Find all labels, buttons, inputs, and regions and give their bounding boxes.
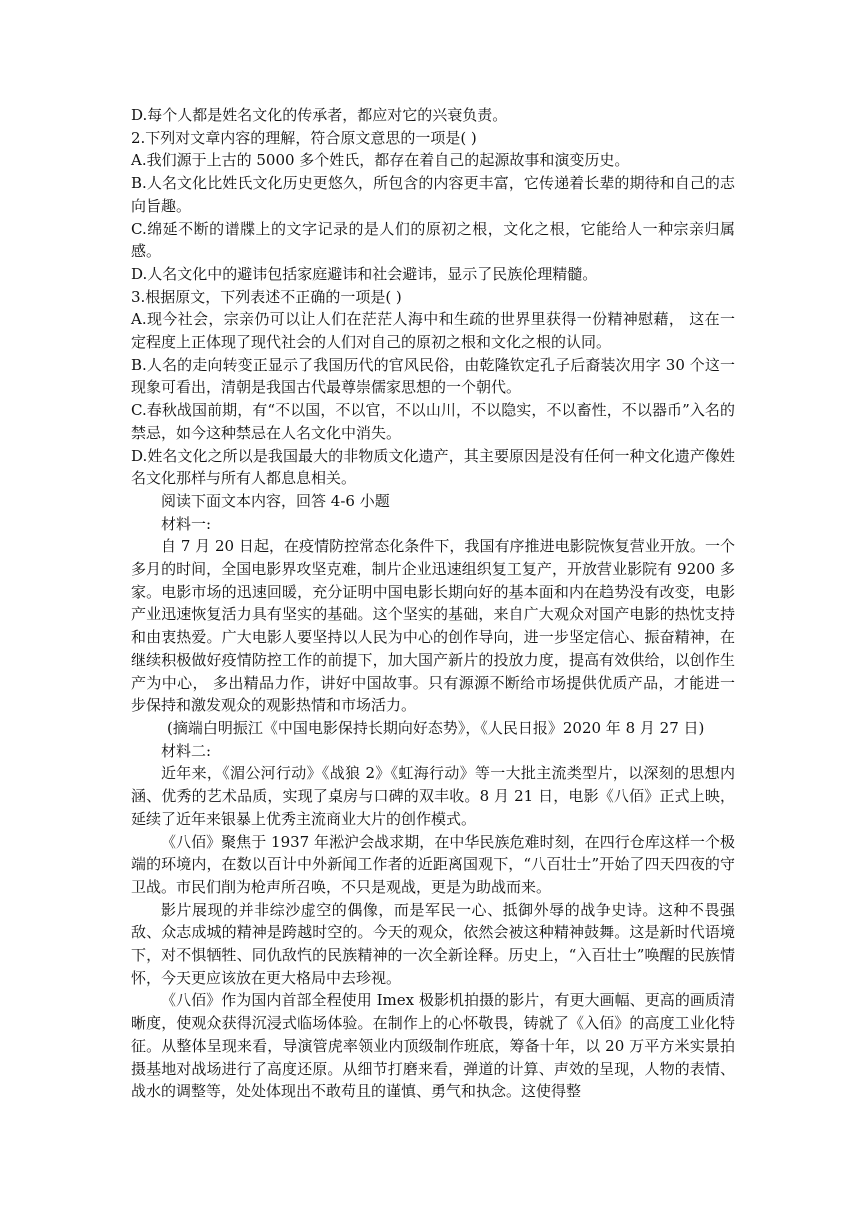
q3-option-c: C.春秋战国前期，有“不以国，不以官，不以山川，不以隐实，不以畜性，不以器币”入名的禁忌，如今这种禁忌在人名文化中消失。 — [131, 401, 735, 442]
reading-intro: 阅读下面文本内容，回答 4-6 小题 — [161, 491, 390, 510]
material2-paragraph-4: 《八佰》作为国内首部全程使用 Imex 极影机拍摄的影片，有更大画幅、更高的画质清晰度，使观众获得沉浸式临场体验。在制作上的心怀敬畏，铸就了《入佰》的高度工业化特征。从整体呈现来看，导演管虎率领业内顶级制作班底，筹备十年，以 20 万平方米实景拍摄基地对战场进行了高度还原。从细节打磨来看，弹道的计算、声效的呈现，人物的表情、战水的调整等，处处体现出不敢苟且的谨慎、勇气和执念。这使得整 — [131, 991, 735, 1101]
material2-paragraph-3: 影片展现的并非综沙虚空的偶像，而是军民一心、抵御外辱的战争史诗。这种不畏强敌、众志成城的精神是跨越时空的。今天的观众，依然会被这种精神鼓舞。这是新时代语境下，对不惧牺牲、同仇敌忾的民族精神的一次全新诠释。历史上，“入百壮士”唤醒的民族情怀，今天更应该放在更大格局中去珍视。 — [131, 900, 735, 987]
q3-option-d: D.姓名文化之所以是我国最大的非物质文化遗产，其主要原因是没有任何一种文化遗产像姓名文化那样与所有人都息息相关。 — [131, 446, 735, 488]
material2-paragraph-2: 《八佰》聚焦于 1937 年淞沪会战求期，在中华民族危难时刻，在四行仓库这样一个极端的环境内，在数以百计中外新闻工作者的近距离国观下，“八百壮士”开始了四天四夜的守卫战。市民们削为枪声所召唤，不只是观战，更是为助战而来。 — [131, 832, 735, 896]
material1-source: (摘端白明振江《中国电影保持长期向好态势》，《人民日报》2020 年 8 月 27 日) — [167, 718, 705, 737]
q3-option-a: A.现今社会，宗亲仍可以让人们在茫茫人海中和生疏的世界里获得一份精神慰藉， 这在一定程度上正体现了现代社会的人们对自己的原初之根和文化之根的认同。 — [131, 310, 735, 352]
q2-option-d: D.人名文化中的避讳包括家庭避讳和社会避讳，显示了民族伦理精髓。 — [131, 264, 598, 283]
q1-option-d: D.每个人都是姓名文化的传承者，都应对它的兴衰负责。 — [131, 106, 508, 124]
material2-paragraph-1: 近年来，《湄公河行动》《战狼 2》《虹海行动》等一大批主流类型片，以深刻的思想内涵、优秀的艺术品质，实现了桌房与口碑的双丰收。8 月 21 日，电影《八佰》正式上映，延续了近年来银暴上优秀主流商业大片的创作模式。 — [131, 764, 735, 828]
material1-title: 材料一: — [161, 514, 212, 533]
material1-paragraph: 自 7 月 20 日起，在疫情防控常态化条件下，我国有序推进电影院恢复营业开放。一个多月的时间，全国电影界攻坚克难，制片企业迅速组织复工复产，开放营业影院有 9200 多家。电影市场的迅速回暖，充分证明中国电影长期向好的基本面和内在趋势没有改变，电影产业迅速恢复活力具有坚实的基础。这个坚实的基础，来自广大观众对国产电影的热忱支持和由衷热爱。广大电影人要坚持以人民为中心的创作导向，进一步坚定信心、振奋精神，在继续积极做好疫情防控工作的前提下，加大国产新片的投放力度，提高有效供给，以创作生产为中心， 多出精品力作，讲好中国故事。只有源源不断给市场提供优质产品，才能进一步保持和激发观众的观影热情和市场活力。 — [131, 537, 735, 715]
q2-option-a: A.我们源于上古的 5000 多个姓氏，都存在着自己的起源故事和演变历史。 — [131, 151, 630, 170]
q2-option-c: C.绵延不断的谱牒上的文字记录的是人们的原初之根，文化之根，它能给人一种宗亲归属感。 — [131, 219, 735, 261]
q3-option-b: B.人名的走向转变正显示了我国历代的官风民俗，由乾隆钦定孔子后裔装次用字 30 个这一现象可看出，清朝是我国古代最尊崇儒家思想的一个朝代。 — [131, 355, 735, 397]
material2-title: 材料二: — [161, 741, 212, 760]
q2-option-b: B.人名文化比姓氏文化历史更悠久，所包含的内容更丰富，它传递着长辈的期待和自己的志向旨趣。 — [131, 174, 735, 215]
q3-stem: 3.根据原文，下列表述不正确的一项是( ) — [131, 287, 402, 306]
q2-stem: 2.下列对文章内容的理解，符合原文意思的一项是( ) — [131, 128, 477, 147]
document-page — [131, 104, 735, 1103]
